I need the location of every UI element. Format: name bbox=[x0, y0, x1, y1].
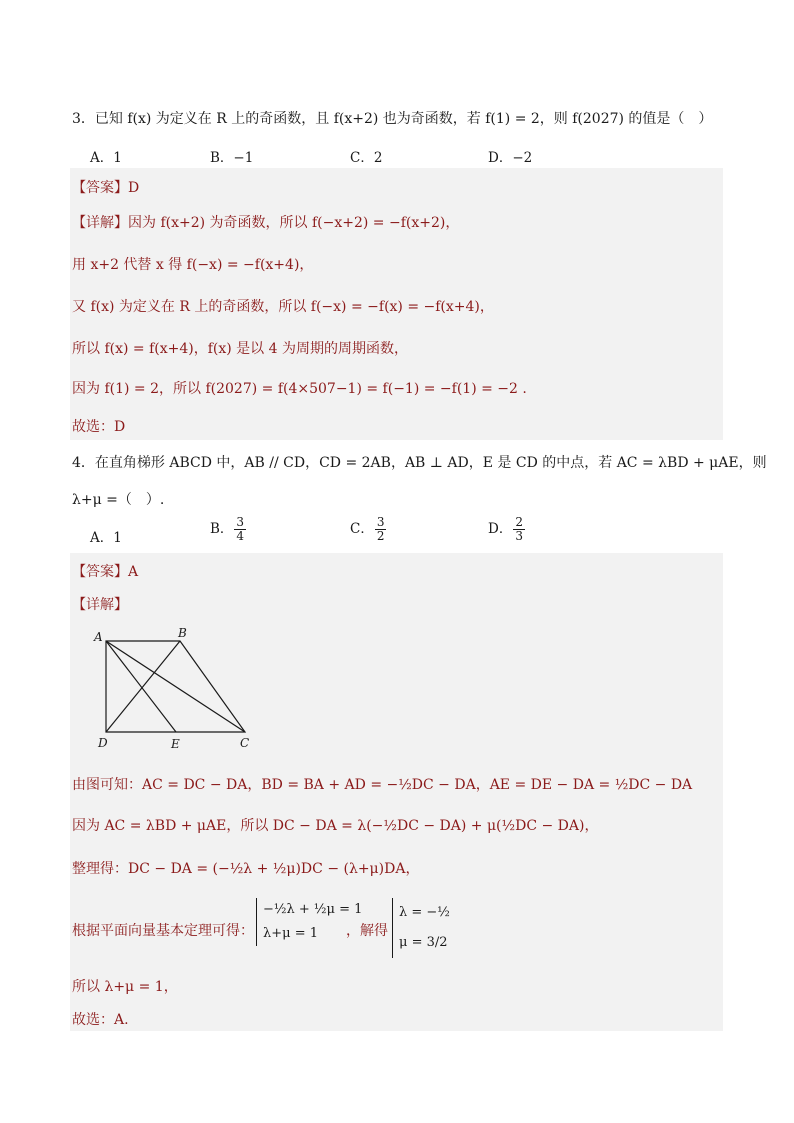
q4-system-2 bbox=[392, 898, 450, 958]
q4-option-d bbox=[488, 516, 526, 543]
diagonal-ac bbox=[106, 641, 245, 732]
q4-option-c bbox=[350, 516, 387, 543]
q3-detail-line-4: 所以 f(x) = f(x+4)，f(x) 是以 4 为周期的周期函数， bbox=[72, 341, 408, 357]
q3-stem: 3．已知 f(x) 为定义在 R 上的奇函数，且 f(x+2) 也为奇函数，若 f(1) = 2，则 f(2027) 的值是（ ） bbox=[72, 111, 713, 127]
q3-detail-line-3: 又 f(x) 为定义在 R 上的奇函数，所以 f(−x) = −f(x) = −f(x+4)， bbox=[72, 299, 494, 315]
q3-option-b: B．−1 bbox=[210, 150, 254, 166]
q3-choice: 故选：D bbox=[72, 419, 126, 435]
q4-detail-line-1: 由图可知：AC = DC − DA，BD = BA + AD = −½DC − DA，AE = DE − DA = ½DC − DA bbox=[72, 777, 693, 793]
q4-option-b-den: 4 bbox=[236, 529, 245, 543]
q4-option-c-fraction bbox=[375, 516, 387, 543]
q4-option-b-fraction bbox=[234, 516, 246, 543]
q3-answer-value: D bbox=[128, 180, 140, 196]
q3-detail-line-1 bbox=[72, 212, 459, 232]
q4-option-a: A．1 bbox=[90, 530, 122, 546]
label-e: E bbox=[171, 737, 180, 751]
q4-option-d-fraction bbox=[513, 516, 525, 543]
q4-answer-tag: 【答案】 bbox=[72, 564, 128, 580]
q3-option-d: D．−2 bbox=[488, 150, 533, 166]
q4-option-d-num: 2 bbox=[515, 515, 523, 529]
q3-option-a: A．1 bbox=[90, 150, 122, 166]
q4-option-c-num: 3 bbox=[376, 515, 385, 529]
q4-solve-word: ，解得 bbox=[346, 923, 388, 939]
q4-detail-line-5: 所以 λ+μ = 1， bbox=[72, 979, 178, 995]
q4-answer-value: A bbox=[128, 564, 139, 580]
q4-stem: 4．在直角梯形 ABCD 中，AB // CD，CD = 2AB，AB ⊥ AD，E 是 CD 的中点，若 AC = λBD + μAE，则 bbox=[72, 455, 767, 471]
q4-detail-line-4 bbox=[72, 920, 254, 940]
q3-option-c: C．2 bbox=[350, 150, 383, 166]
label-a: A bbox=[94, 630, 103, 644]
q4-system-1-eq-1: −½λ + ½μ = 1 bbox=[263, 902, 363, 917]
q4-option-b bbox=[210, 516, 247, 543]
label-d: D bbox=[98, 736, 108, 750]
label-b: B bbox=[178, 626, 187, 640]
q4-option-c-label: C． bbox=[350, 521, 374, 537]
q4-option-d-label: D． bbox=[488, 521, 513, 537]
q4-system-2-eq-2: μ = 3/2 bbox=[399, 935, 448, 950]
q4-stem-2: λ+μ =（ ）. bbox=[72, 492, 165, 508]
q3-answer-line bbox=[72, 177, 139, 197]
q4-system-1-eq-2: λ+μ = 1 bbox=[263, 926, 319, 941]
q4-option-b-num: 3 bbox=[236, 515, 245, 529]
q4-theorem-text: 根据平面向量基本定理可得： bbox=[72, 923, 254, 939]
q3-detail-line-5: 因为 f(1) = 2，所以 f(2027) = f(4×507−1) = f(−1) = −f(1) = −2 . bbox=[72, 381, 527, 397]
q4-system-2-eq-1: λ = −½ bbox=[399, 905, 450, 920]
q4-option-b-label: B． bbox=[210, 521, 234, 537]
q4-detail-line-3: 整理得：DC − DA = (−½λ + ½μ)DC − (λ+μ)DA， bbox=[72, 861, 420, 877]
q4-option-d-den: 3 bbox=[515, 529, 523, 543]
q3-detail-text-1: 因为 f(x+2) 为奇函数，所以 f(−x+2) = −f(x+2)， bbox=[128, 215, 460, 231]
q4-answer-line bbox=[72, 561, 138, 581]
label-c: C bbox=[240, 736, 250, 750]
q3-detail-line-2: 用 x+2 代替 x 得 f(−x) = −f(x+4)， bbox=[72, 257, 314, 273]
trapezoid-figure bbox=[90, 625, 260, 755]
q3-detail-tag: 【详解】 bbox=[72, 215, 128, 231]
q4-option-c-den: 2 bbox=[376, 529, 385, 543]
q3-answer-tag: 【答案】 bbox=[72, 180, 128, 196]
q4-detail-tag: 【详解】 bbox=[72, 597, 128, 613]
q4-detail-line-2: 因为 AC = λBD + μAE，所以 DC − DA = λ(−½DC − DA) + μ(½DC − DA)， bbox=[72, 818, 599, 834]
q4-choice: 故选：A. bbox=[72, 1012, 129, 1028]
